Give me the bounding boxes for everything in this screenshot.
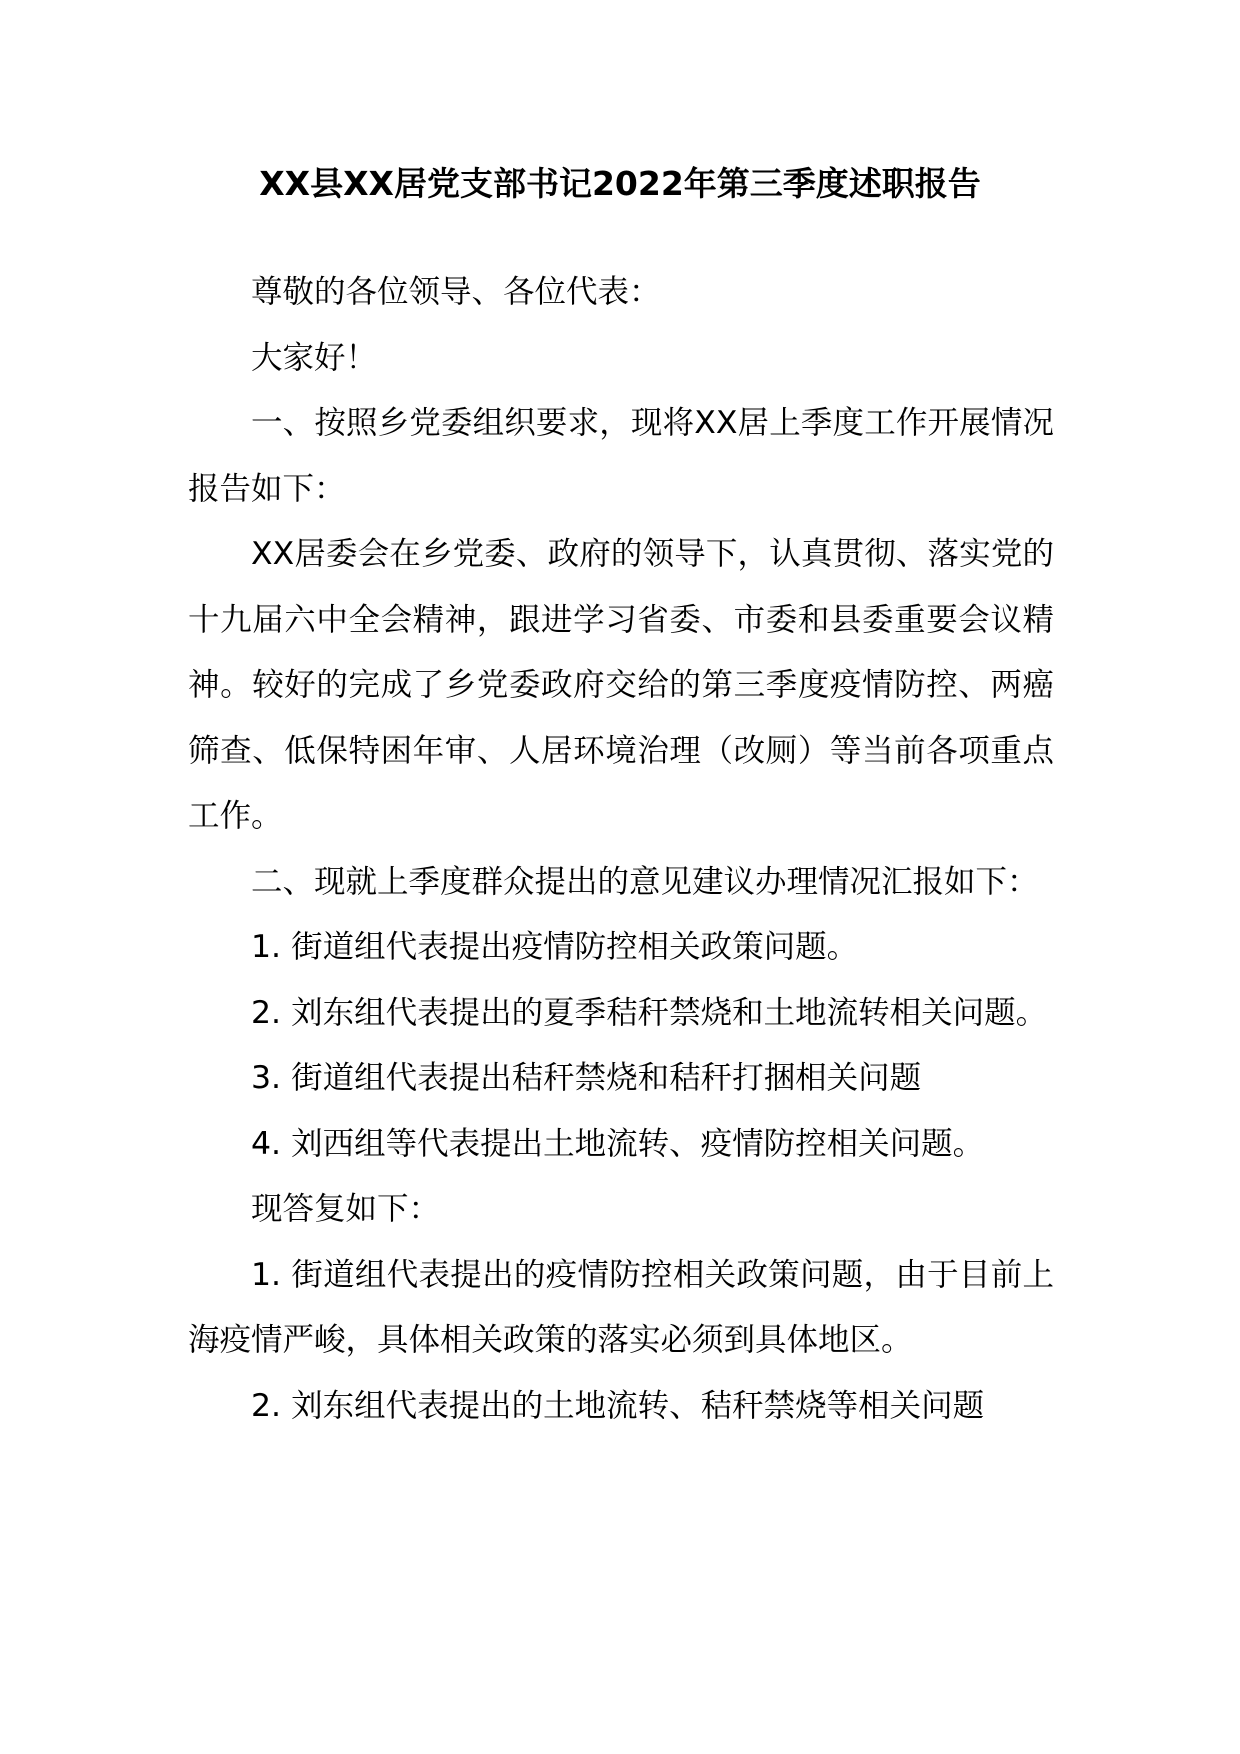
- section-one-heading: 一、按照乡党委组织要求，现将XX居上季度工作开展情况报告如下：: [188, 405, 1054, 507]
- section-two-heading: 二、现就上季度群众提出的意见建议办理情况汇报如下：: [251, 863, 1039, 900]
- greeting: 大家好！: [251, 339, 378, 376]
- issue-item-4: 4. 刘西组等代表提出土地流转、疫情防控相关问题。: [251, 1125, 985, 1162]
- reply-item-2: 2. 刘东组代表提出的土地流转、秸秆禁烧等相关问题: [251, 1387, 985, 1424]
- issue-item-3: 3. 街道组代表提出秸秆禁烧和秸秆打捆相关问题: [251, 1060, 922, 1096]
- reply-heading: 现答复如下：: [251, 1191, 441, 1227]
- document-body: [188, 260, 1054, 1439]
- issue-item-2: 2. 刘东组代表提出的夏季秸秆禁烧和土地流转相关问题。: [251, 994, 1048, 1031]
- reply-item-1: 1. 街道组代表提出的疫情防控相关政策问题，由于目前上海疫情严峻，具体相关政策的落实必须到具体地区。: [188, 1256, 1054, 1358]
- salutation: 尊敬的各位领导、各位代表：: [251, 274, 661, 310]
- section-one-body: XX居委会在乡党委、政府的领导下，认真贯彻、落实党的十九届六中全会精神，跟进学习省委、市委和县委重要会议精神。较好的完成了乡党委政府交给的第三季度疫情防控、两癌筛查、低保特困年审、人居环境治理（改厕）等当前各项重点工作。: [188, 536, 1054, 834]
- document-title: XX县XX居党支部书记2022年第三季度述职报告: [259, 164, 981, 203]
- issue-item-1: 1. 街道组代表提出疫情防控相关政策问题。: [251, 929, 859, 965]
